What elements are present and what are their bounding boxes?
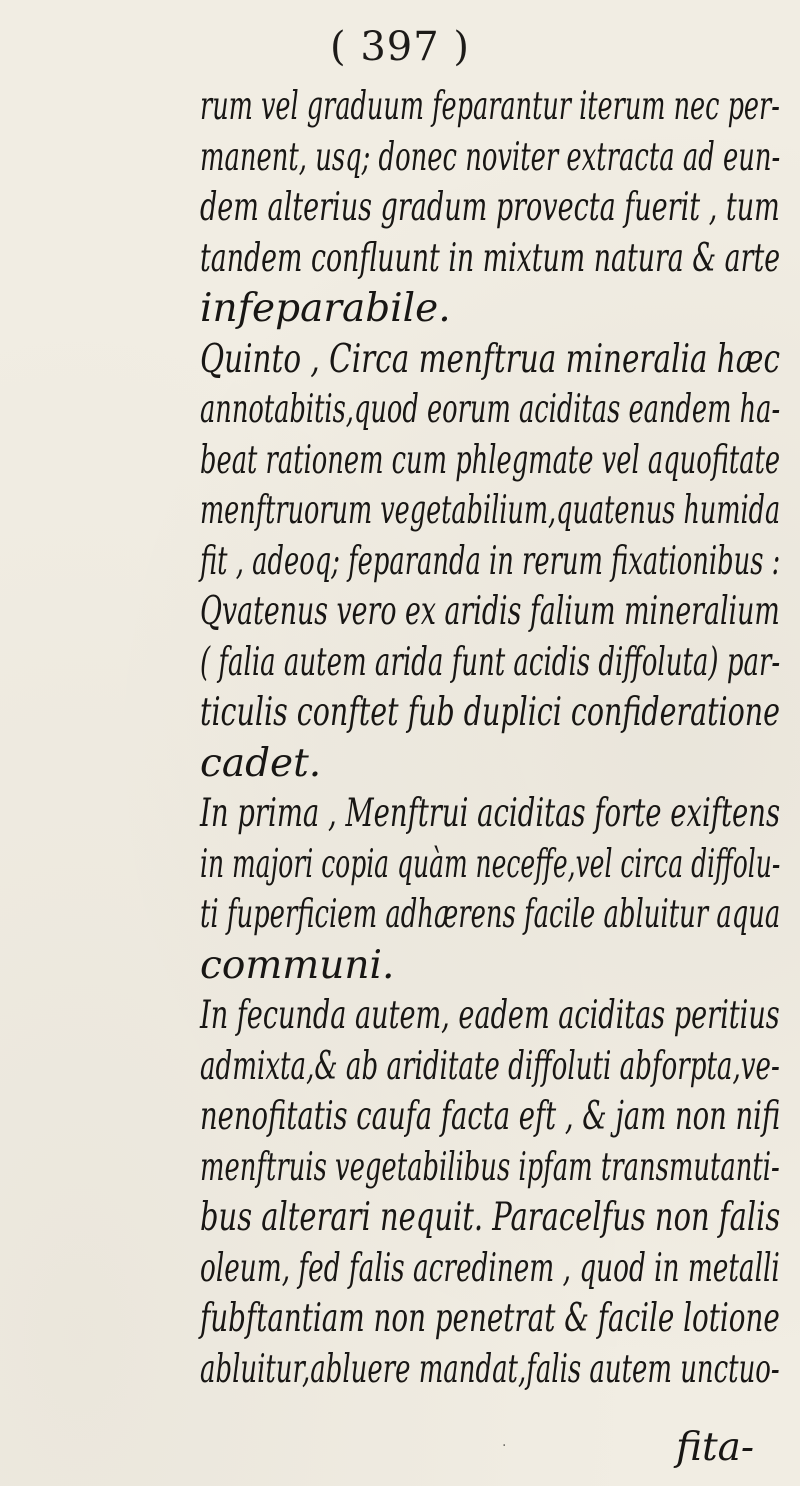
text-line: bus alterari nequit. Paracelfus non falis [200, 1195, 781, 1240]
text-line: Quinto , Circa menftrua mineralia hæc [200, 336, 780, 382]
text-line: In prima , Menftrui aciditas forte exiftens [200, 791, 781, 836]
text-line: infeparabile. [200, 286, 451, 331]
text-line: in majori copia quàm neceffe,vel circa diffolu- [200, 841, 781, 887]
catchword: fita- [676, 1425, 755, 1470]
body-text [200, 82, 780, 1395]
text-line: beat rationem cum phlegmate vel aquofitate [200, 437, 781, 483]
text-line: rum vel graduum feparantur iterum nec per- [200, 84, 780, 129]
text-line: fit , adeoq; feparanda in rerum fixationibus : [200, 538, 781, 584]
page-number: ( 397 ) [330, 24, 470, 70]
text-line: ticulis conftet fub duplici confideratione [200, 690, 781, 735]
text-line: fubftantiam non penetrat & facile lotione [200, 1296, 780, 1341]
text-line: ( falia autem arida funt acidis diffoluta) par- [200, 639, 781, 685]
text-line: tandem confluunt in mixtum natura & arte [200, 235, 781, 281]
text-line: admixta,& ab ariditate diffoluti abforpta,ve- [200, 1043, 780, 1089]
text-line: communi. [200, 942, 395, 988]
text-line: cadet. [200, 740, 322, 786]
text-line: oleum, fed falis acredinem , quod in metalli [200, 1245, 780, 1291]
ink-speck-icon: · [502, 1438, 507, 1454]
text-line: annotabitis,quod eorum aciditas eandem ha- [200, 387, 781, 432]
text-line: nenofitatis caufa facta eft , & jam non nifi [200, 1094, 781, 1139]
text-line: In fecunda autem, eadem aciditas peritius [200, 993, 780, 1038]
text-line: manent, usq; donec noviter extracta ad eun- [200, 134, 781, 180]
text-line: abluitur,abluere mandat,falis autem unctuo- [200, 1346, 780, 1392]
text-line: menftruorum vegetabilium,quatenus humida [200, 488, 781, 533]
text-line: dem alterius gradum provecta fuerit , tum [200, 185, 780, 230]
text-line: Qvatenus vero ex aridis falium mineralium [200, 589, 780, 634]
text-line: ti fuperficiem adhærens facile abluitur aqua [200, 892, 781, 937]
text-line: menftruis vegetabilibus ipfam transmutanti- [200, 1144, 780, 1190]
